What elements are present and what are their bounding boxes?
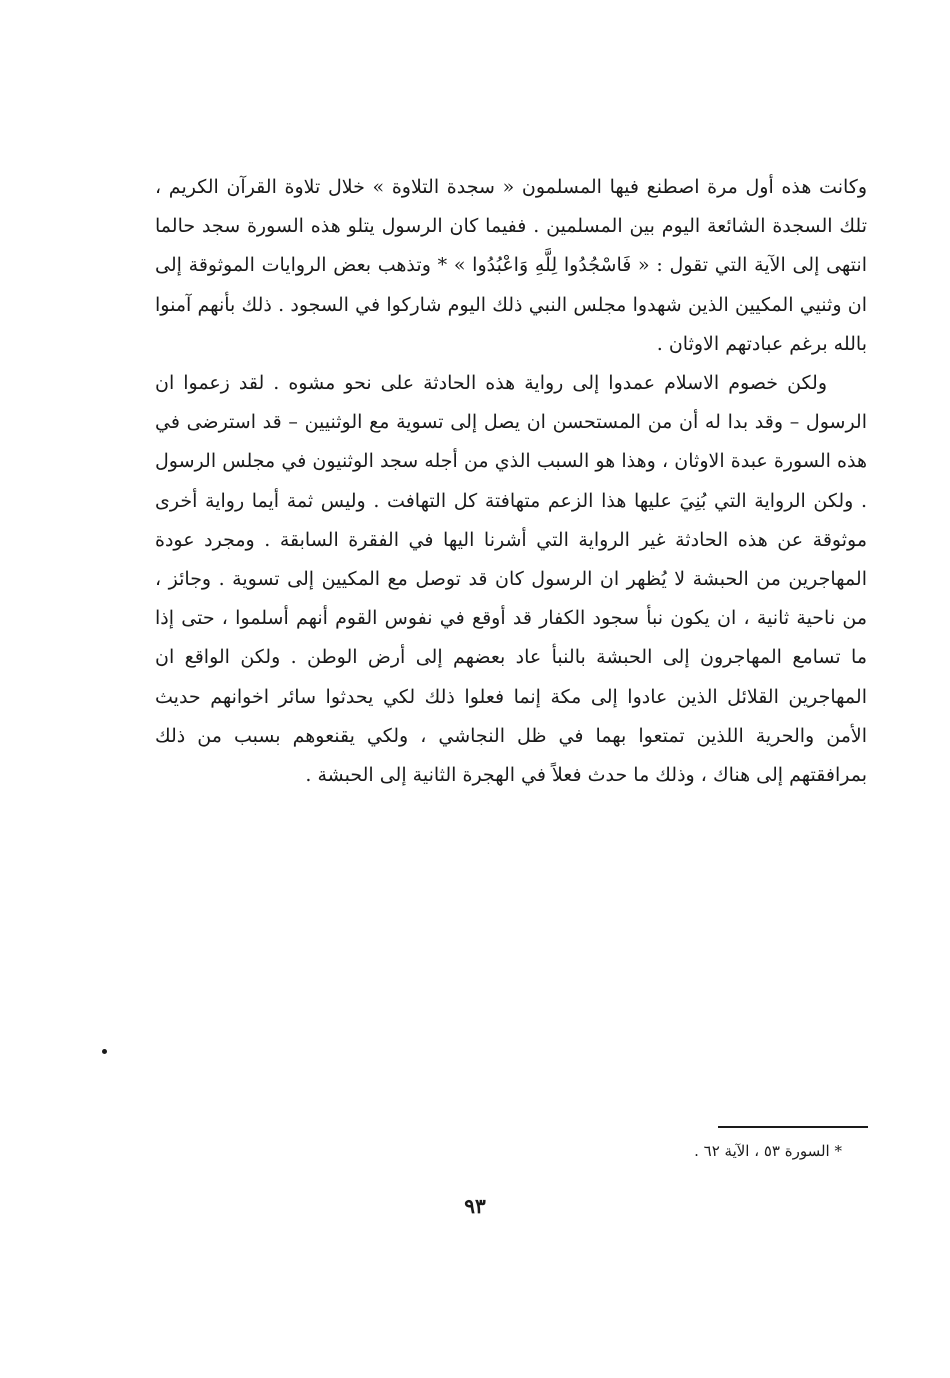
body-text [155, 168, 867, 795]
paragraph-1: وكانت هذه أول مرة اصطنع فيها المسلمون « سجدة التلاوة » خلال تلاوة القرآن الكريم ، تلك السجدة الشائعة اليوم بين المسلمين . ففيما كان الرسول يتلو هذه السورة سجد حالما انتهى إلى الآية التي تقول : « فَاسْجُدُوا لِلَّهِ وَاعْبُدُوا » * وتذهب بعض الروايات الموثوقة إلى ان وثنيي المكيين الذين شهدوا مجلس النبي ذلك اليوم شاركوا في السجود . ذلك بأنهم آمنوا بالله برغم عبادتهم الاوثان . [155, 176, 867, 355]
stray-mark [102, 1049, 107, 1054]
paragraph-2: ولكن خصوم الاسلام عمدوا إلى رواية هذه الحادثة على نحو مشوه . لقد زعموا ان الرسول – وقد بدا له أن من المستحسن ان يصل إلى تسوية مع الوثنيين – قد استرضى في هذه السورة عبدة الاوثان ، وهذا هو السبب الذي من أجله سجد الوثنيون في مجلس الرسول . ولكن الرواية التي بُنِيَ عليها هذا الزعم متهافتة كل التهافت . وليس ثمة أيما رواية أخرى موثوقة عن هذه الحادثة غير الرواية التي أشرنا اليها في الفقرة السابقة . ومجرد عودة المهاجرين من الحبشة لا يُظهر ان الرسول كان قد توصل مع المكيين إلى تسوية . وجائز ، من ناحية ثانية ، ان يكون نبأ سجود الكفار قد أوقع في نفوس القوم أنهم أسلموا ، حتى إذا ما تسامع المهاجرون إلى الحبشة بالنبأ عاد بعضهم إلى أرض الوطن . ولكن الواقع ان المهاجرين القلائل الذين عادوا إلى مكة إنما فعلوا ذلك لكي يحدثوا سائر اخوانهم حديث الأمن والحرية اللذين تمتعوا بهما في ظل النجاشي ، ولكي يقنعوهم بسبب من ذلك بمرافقتهم إلى هناك ، وذلك ما حدث فعلاً في الهجرة الثانية إلى الحبشة . [155, 372, 867, 787]
footnote: * السورة ٥٣ ، الآية ٦٢ . [694, 1142, 842, 1160]
footnote-divider [718, 1126, 868, 1128]
page-number: ٩٣ [464, 1194, 486, 1218]
